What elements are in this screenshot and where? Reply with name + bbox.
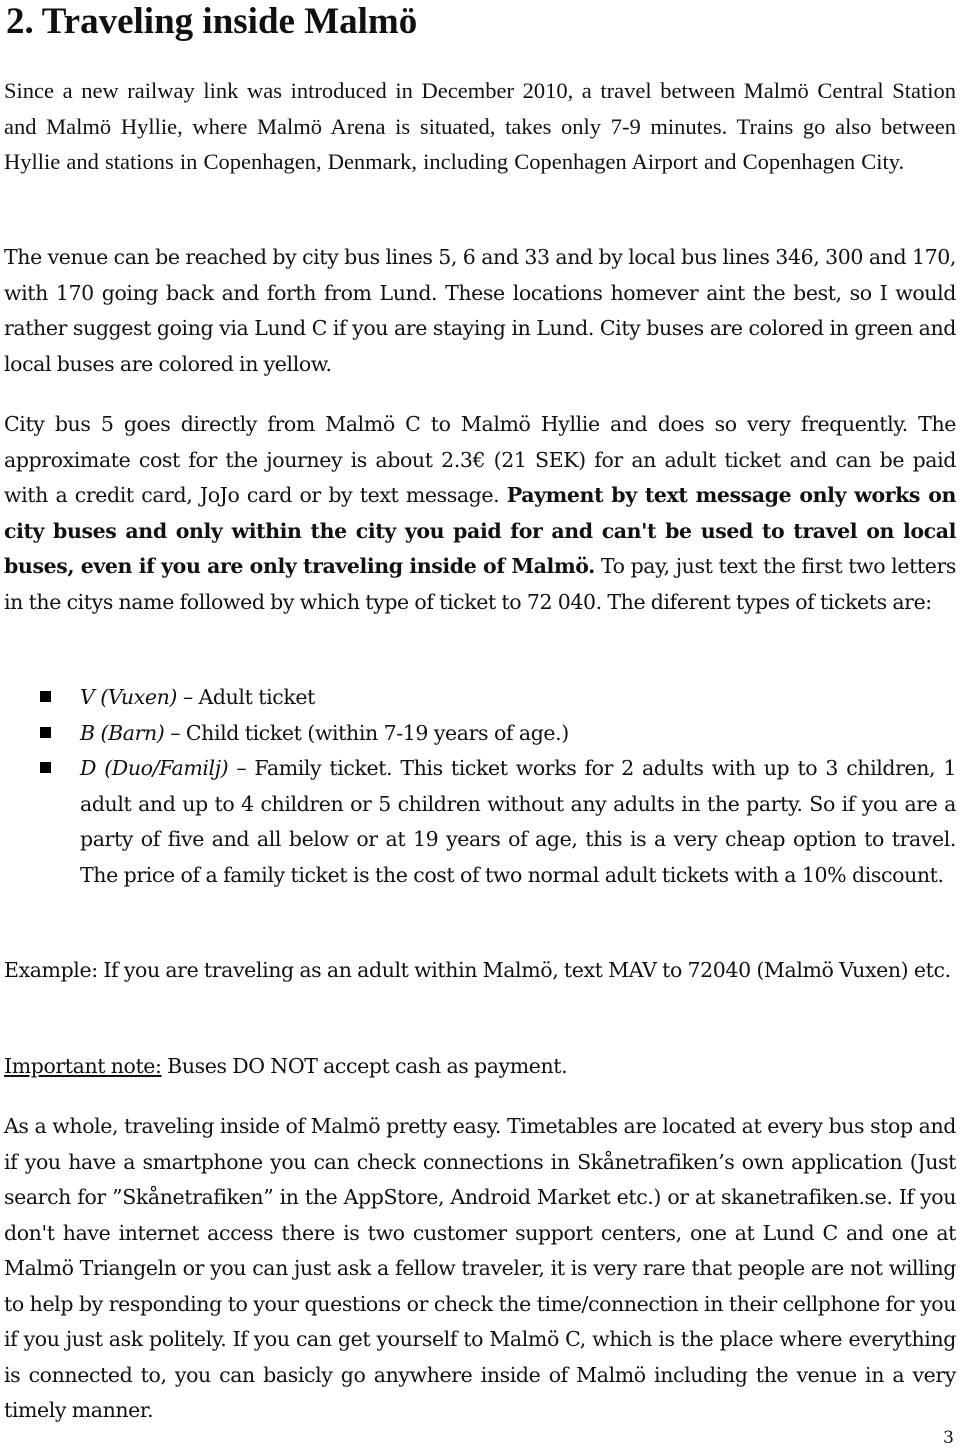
intro-paragraph: Since a new railway link was introduced in December 2010, a travel between Malmö Central Station and Malmö Hyllie, where Malmö Arena is situated, takes only 7-9 minutes. Trains go also between Hyllie and stations in Copenhagen, Denmark, including Copenhagen Airport and Copenhagen City. <box>4 78 956 174</box>
bullet-square-icon <box>40 727 51 738</box>
page-number: 3 <box>943 1428 954 1448</box>
list-item <box>0 716 956 752</box>
bus5-text-start: City bus 5 goes directly from Malmö C to Malmö Hyllie and does so very frequently. The approximate cost for the journey is about 2.3€ (21 SEK) for an adult ticket and can be paid with a credit card, JoJo card or by text message. <box>4 412 956 507</box>
list-item <box>0 751 956 893</box>
bullet-square-icon <box>40 691 51 702</box>
note-text: Buses DO NOT accept cash as payment. <box>161 1054 568 1078</box>
ticket-code: B (Barn) <box>80 720 165 745</box>
ticket-types-list <box>0 680 956 893</box>
note-label: Important note: <box>4 1054 162 1078</box>
bus5-paragraph <box>4 407 956 620</box>
bullet-square-icon <box>40 762 51 773</box>
example-paragraph: Example: If you are traveling as an adult within Malmö, text MAV to 72040 (Malmö Vuxen) etc. <box>4 958 951 982</box>
ticket-description: – Adult ticket <box>177 685 315 709</box>
ticket-code: V (Vuxen) <box>80 685 178 709</box>
ticket-description: – Child ticket (within 7-19 years of age.) <box>164 720 569 745</box>
section-heading <box>6 2 417 42</box>
venue-paragraph: The venue can be reached by city bus lines 5, 6 and 33 and by local bus lines 346, 300 and 170, with 170 going back and forth from Lund. These locations homever aint the best, so I would rather suggest going via Lund C if you are staying in Lund. City buses are colored in green and local buses are colored in yellow. <box>4 245 956 376</box>
summary-paragraph: As a whole, traveling inside of Malmö pretty easy. Timetables are located at every bus stop and if you have a smartphone you can check connections in Skånetrafiken’s own application (Just search for ”Skånetrafiken” in the AppStore, Android Market etc.) or at skanetrafiken.se. If you don't have internet access there is two customer support centers, one at Lund C and one at Malmö Triangeln or you can just ask a fellow traveler, it is very rare that people are not willing to help by responding to your questions or check the time/connection in their cellphone for you if you just ask politely. If you can get yourself to Malmö C, which is the place where everything is connected to, you can basicly go anywhere inside of Malmö including the venue in a very timely manner. <box>4 1114 956 1422</box>
list-item <box>0 680 956 716</box>
ticket-description: – Family ticket. This ticket works for 2 adults with up to 3 children, 1 adult and up to 4 children or 5 children without any adults in the party. So if you are a party of five and all below or at 19 years of age, this is a very cheap option to travel. The price of a family ticket is the cost of two normal adult tickets with a 10% discount. <box>80 756 956 887</box>
section-title: Traveling inside Malmö <box>41 1 418 42</box>
bus5-text-end: To pay, just text the first two letters in the citys name followed by which type of ticket to 72 040. The diferent types of tickets are: <box>4 554 956 614</box>
section-number: 2. <box>6 1 34 42</box>
ticket-code: D (Duo/Familj) <box>80 756 229 780</box>
note-paragraph <box>4 1049 956 1085</box>
text-payment-warning: Payment by text message only works on city buses and only within the city you paid for and can't be used to travel on local buses, even if you are only traveling inside of Malmö. <box>4 483 956 578</box>
